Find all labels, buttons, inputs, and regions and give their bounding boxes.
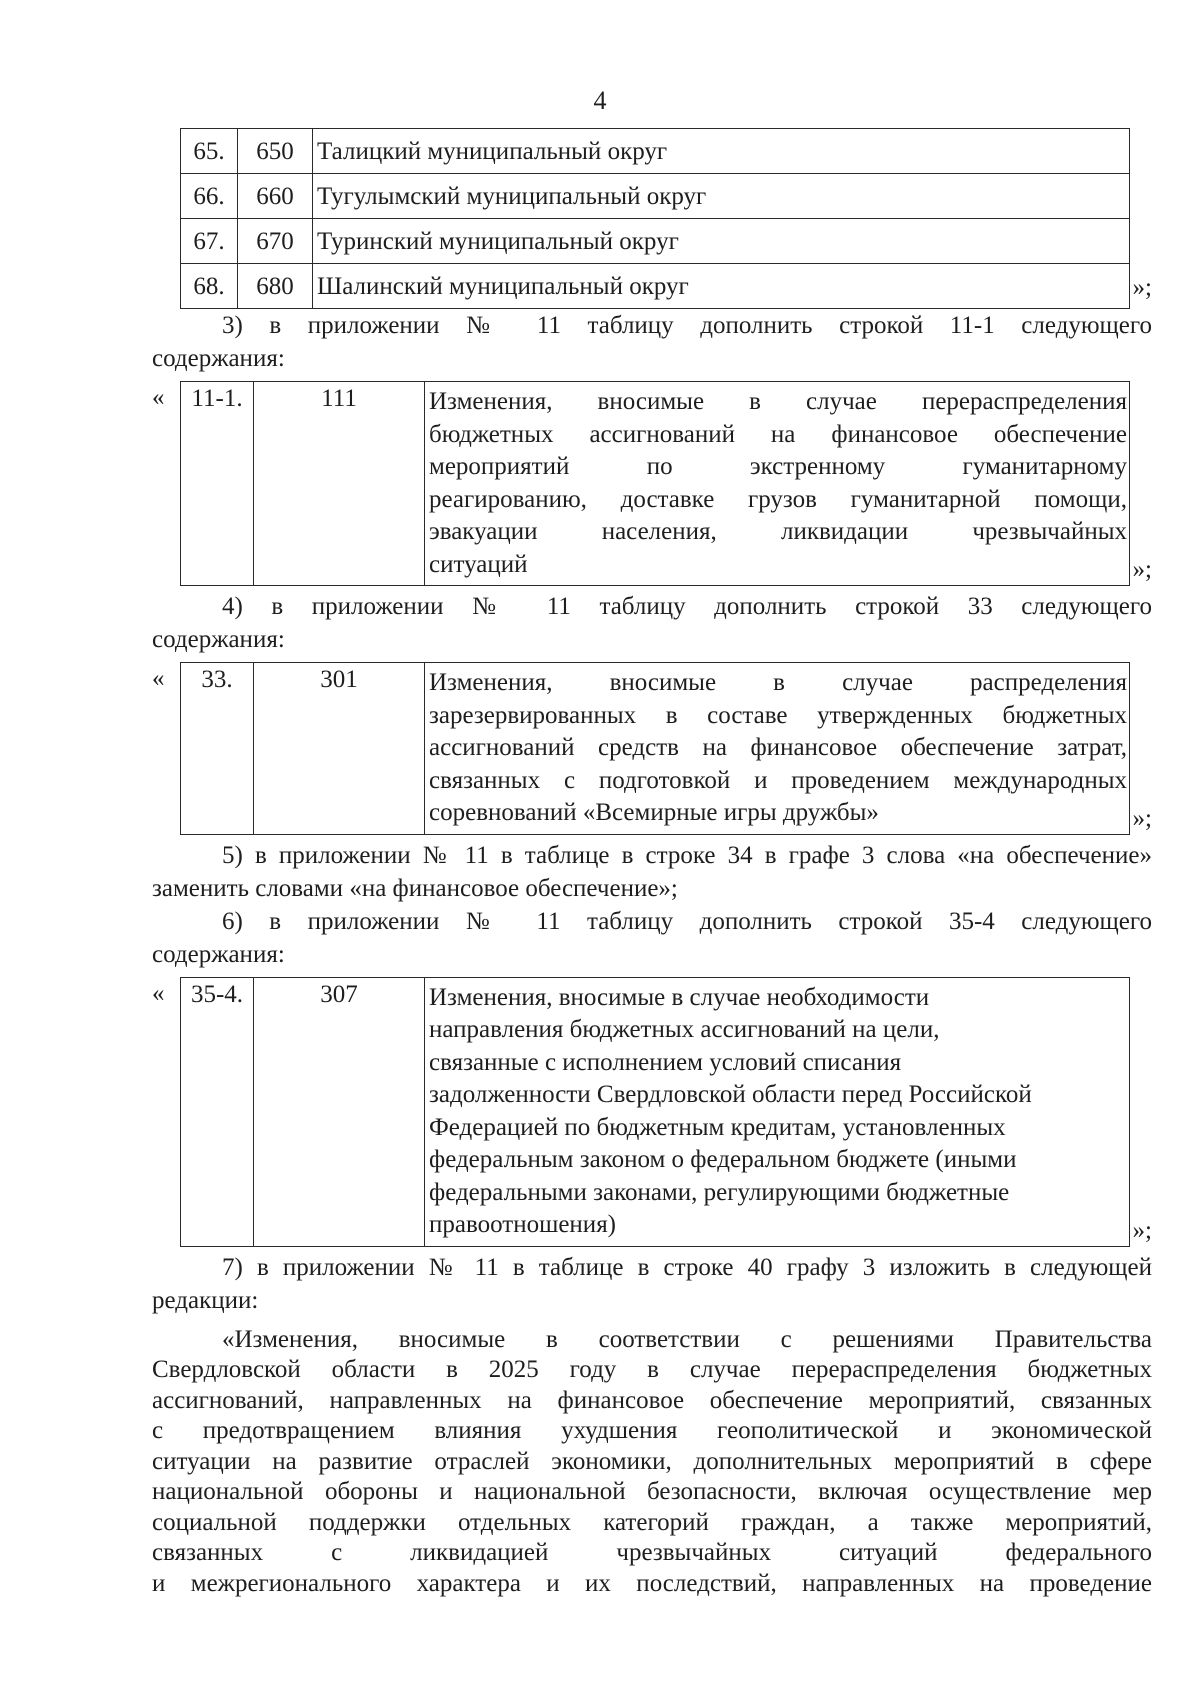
item4-intro-cont: содержания: [152, 626, 285, 653]
page-number: 4 [593, 86, 607, 115]
table-row [181, 663, 1130, 835]
row-number: 66. [181, 174, 238, 219]
row-code: 307 [254, 977, 425, 1246]
closing-quote: »; [1132, 804, 1152, 832]
quoted-text [152, 1325, 1152, 1600]
closing-quote: »; [1132, 1216, 1152, 1244]
quoted-line: «Изменения, вносимые в соответствии с решениями Правительства [222, 1325, 1152, 1353]
description-line: связанные с исполнением условий списания [429, 1048, 902, 1076]
quoted-line: с предотвращением влияния ухудшения геополитической и экономической [152, 1417, 1152, 1444]
description-line: Изменения, вносимые в случае необходимости [429, 983, 930, 1011]
row-name: Тугулымский муниципальный округ [313, 174, 1130, 219]
municipal-districts-table [180, 128, 1130, 309]
description-line: ситуаций [429, 550, 528, 578]
row-number: 68. [181, 264, 238, 309]
table-row [181, 977, 1130, 1246]
quoted-line: и межрегионального характера и их последствий, направленных на проведение [152, 1569, 1152, 1597]
row-code: 660 [238, 174, 313, 219]
item6-intro: 6) в приложении № 11 таблицу дополнить строкой 35-4 следующего [222, 907, 1152, 935]
row-code: 650 [238, 129, 313, 174]
description-line: зарезервированных в составе утвержденных бюджетных [429, 701, 1127, 729]
description-line: связанных с подготовкой и проведением международных [429, 766, 1127, 794]
row-number: 67. [181, 219, 238, 264]
quoted-line: социальной поддержки отдельных категорий граждан, а также мероприятий, [152, 1508, 1152, 1536]
quoted-line: ситуации на развитие отраслей экономики, дополнительных мероприятий в сфере [152, 1447, 1152, 1475]
description-line: Изменения, вносимые в случае распределения [429, 669, 1127, 696]
row-name: Туринский муниципальный округ [313, 219, 1130, 264]
item7-intro: 7) в приложении № 11 в таблице в строке 40 графу 3 изложить в следующей [222, 1253, 1152, 1281]
quoted-line: связанных с ликвидацией чрезвычайных ситуаций федерального [152, 1539, 1152, 1566]
description-line: бюджетных ассигнований на финансовое обеспечение [429, 420, 1127, 448]
row-code: 301 [254, 663, 425, 835]
row-number: 11-1. [181, 382, 254, 586]
item5-text-cont: заменить словами «на финансовое обеспечение»; [152, 874, 678, 902]
table-row [181, 174, 1130, 219]
row-description [425, 977, 1130, 1246]
description-line: федеральным законом о федеральном бюджете (иными [429, 1146, 1017, 1173]
description-line: направления бюджетных ассигнований на цели, [429, 1016, 940, 1043]
table-row [181, 129, 1130, 174]
quoted-line: Свердловской области в 2025 году в случае перераспределения бюджетных [152, 1356, 1152, 1383]
item6-table [180, 977, 1130, 1247]
description-line: соревнований «Всемирные игры дружбы» [429, 799, 879, 826]
description-line: Изменения, вносимые в случае перераспределения [429, 388, 1127, 415]
description-line: задолженности Свердловской области перед Российской [429, 1081, 1032, 1108]
description-line: ассигнований средств на финансовое обеспечение затрат, [429, 734, 1127, 761]
quoted-line: национальной обороны и национальной безопасности, включая осуществление мер [152, 1478, 1152, 1505]
item4-table [180, 662, 1130, 835]
opening-quote: « [152, 979, 165, 1007]
row-name: Шалинский муниципальный округ [313, 264, 1130, 309]
row-number: 35-4. [181, 977, 254, 1246]
row-number: 33. [181, 663, 254, 835]
item5-text: 5) в приложении № 11 в таблице в строке 34 в графе 3 слова «на обеспечение» [222, 841, 1152, 869]
description-line: реагированию, доставке грузов гуманитарной помощи, [429, 485, 1127, 513]
table-row [181, 264, 1130, 309]
description-line: правоотношения) [429, 1211, 617, 1238]
description-line: эвакуации населения, ликвидации чрезвычайных [429, 518, 1127, 545]
row-description [425, 382, 1130, 586]
closing-quote: »; [1132, 556, 1152, 583]
row-code: 680 [238, 264, 313, 309]
document-body: 65. 650 Талицкий муниципальный округ 66. 660 Тугулымский муниципальный округ 67. 670 Туринский муниципальный округ 68. 680 Шалинский муниципальный округ »; 3) в приложении № 11 таблицу дополнить строкой 11-1 следующего содержания: « 11-1. 111 Изменения, вносимые в случае перераспределения бюджетных ассигнований на финансовое обеспечение мероприятий по экстренному гуманитарному реагированию, доставке грузов гуманитарной помощи, эвакуации населения, ликвидации чрезвычайных ситуаций »; 4) в приложении № 11 таблицу дополнить строкой 33 следующего содержания: « 33. 301 Изменения, вносимые в случае распределения зарезервированных в составе утвержденных бюджетных ассигнований средств на финансовое обеспечение затрат, связанных с подготовкой и проведением международных соревнований «Всемирные игры дружбы» »; 5) в приложении № 11 в таблице в строке 34 в графе 3 слова «на обеспечение» заменить словами «на финансовое обеспечение»; 6) в приложении № 11 таблицу дополнить строкой 35-4 следующего содержания: « 35-4. 307 Изменения, вносимые в случае необходимости направления бюджетных ассигнований на цели, связанные с исполнением условий списания задолженности Свердловской области перед Российской Федерацией по бюджетным кредитам, установленных федеральным законом о федеральном бюджете (иными федеральными законами, регулирующими бюджетные правоотношения) »; 7) в приложении № 11 в таблице в строке 40 графу 3 изложить в следующей редакции: «Изменения, вносимые в соответствии с решениями Правительства Свердловской области в 2025 году в случае перераспределения бюджетных ассигнований, направленных на финансовое обеспечение мероприятий, связанных с предотвращением влияния ухудшения геополитической и экономической ситуации на развитие отраслей экономики, дополнительных мероприятий в сфере национальной обороны и национальной безопасности, включая осуществление мер социальной поддержки отдельных категорий граждан, а также мероприятий, связанных с ликвидацией чрезвычайных ситуаций федерального и межрегионального характера и их последствий, направленных на проведение [152, 128, 1152, 1599]
opening-quote: « [152, 384, 165, 411]
item3-intro-cont: содержания: [152, 345, 285, 372]
row-number: 65. [181, 129, 238, 174]
description-line: мероприятий по экстренному гуманитарному [429, 453, 1127, 480]
item4-row-block [152, 662, 1152, 835]
table-row [181, 382, 1130, 586]
item4-intro: 4) в приложении № 11 таблицу дополнить строкой 33 следующего [222, 593, 1152, 620]
row-code: 670 [238, 219, 313, 264]
item3-intro: 3) в приложении № 11 таблицу дополнить строкой 11-1 следующего [222, 312, 1152, 339]
description-line: Федерацией по бюджетным кредитам, установленных [429, 1113, 1006, 1141]
quoted-line: ассигнований, направленных на финансовое обеспечение мероприятий, связанных [152, 1386, 1152, 1414]
item7-intro-cont: редакции: [152, 1286, 259, 1314]
row-name: Талицкий муниципальный округ [313, 129, 1130, 174]
item3-table [180, 381, 1130, 586]
item3-row-block [152, 381, 1152, 586]
description-line: федеральными законами, регулирующими бюджетные [429, 1178, 1010, 1206]
item6-intro-cont: содержания: [152, 940, 285, 968]
row-description [425, 663, 1130, 835]
opening-quote: « [152, 665, 165, 692]
item6-row-block [152, 977, 1152, 1247]
row-code: 111 [254, 382, 425, 586]
table-row [181, 219, 1130, 264]
